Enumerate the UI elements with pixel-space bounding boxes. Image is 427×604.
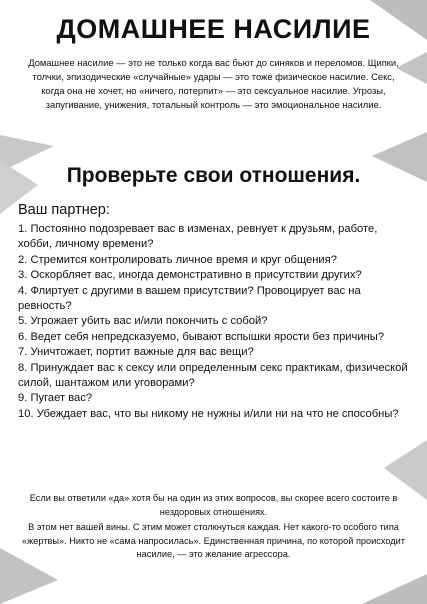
intro-paragraph [20, 56, 407, 112]
question-list [18, 222, 410, 422]
list-item: 9. Пугает вас? [18, 392, 93, 405]
list-item: 6. Ведет себя непредсказуемо, бывают вспышки ярости без причины? [18, 330, 385, 343]
deco-triangle-bottom-right [362, 574, 427, 604]
conclusion-block [22, 492, 405, 562]
conclusion-line-2: В этом нет вашей вины. С этим может столкнуться каждая. Нет какого-то особого типа «жертвы». Никто не «сама напросилась». Единственная причина, по которой происходит насилие, — это желание агрессора. [22, 522, 405, 559]
list-item: 10. Убеждает вас, что вы никому не нужны и/или ни на что не способны? [18, 407, 399, 420]
conclusion-line-1: Если вы ответили «да» хотя бы на один из этих вопросов, вы скорее всего состоите в нездоровых отношениях. [29, 493, 398, 517]
section-title: Проверьте свои отношения. [66, 164, 361, 187]
list-item: 7. Уничтожает, портит важные для вас вещи? [18, 346, 254, 359]
list-item: 8. Принуждает вас к сексу или определенным секс практикам, физической силой, шантажом или уговорами? [18, 361, 408, 390]
page-title: ДОМАШНЕЕ НАСИЛИЕ [56, 14, 371, 44]
partner-label: Ваш партнер: [18, 202, 110, 218]
list-item: 3. Оскорбляет вас, иногда демонстративно в присутствии других? [18, 269, 362, 282]
intro-text: Домашнее насилие — это не только когда вас бьют до синяков и переломов. Щипки, толчки, эпизодические «случайные» удары — это тоже физическое насилие. Секс, когда она не хочет, но «ничего, потерпит» — это сексуальное насилие. Угрозы, запугивание, унижения, тотальный контроль — это эмоциональное насилие. [28, 57, 399, 110]
list-item: 1. Постоянно подозревает вас в изменах, ревнует к друзьям, работе, хобби, личному времени? [18, 223, 378, 251]
deco-triangle-right-3 [384, 440, 427, 500]
list-item: 5. Угрожает убить вас и/или покончить с собой? [18, 315, 268, 328]
list-item: 2. Стремится контролировать личное время и круг общения? [18, 253, 337, 266]
list-item: 4. Флиртует с другими в вашем присутствии? Провоцирует вас на ревность? [18, 284, 361, 313]
